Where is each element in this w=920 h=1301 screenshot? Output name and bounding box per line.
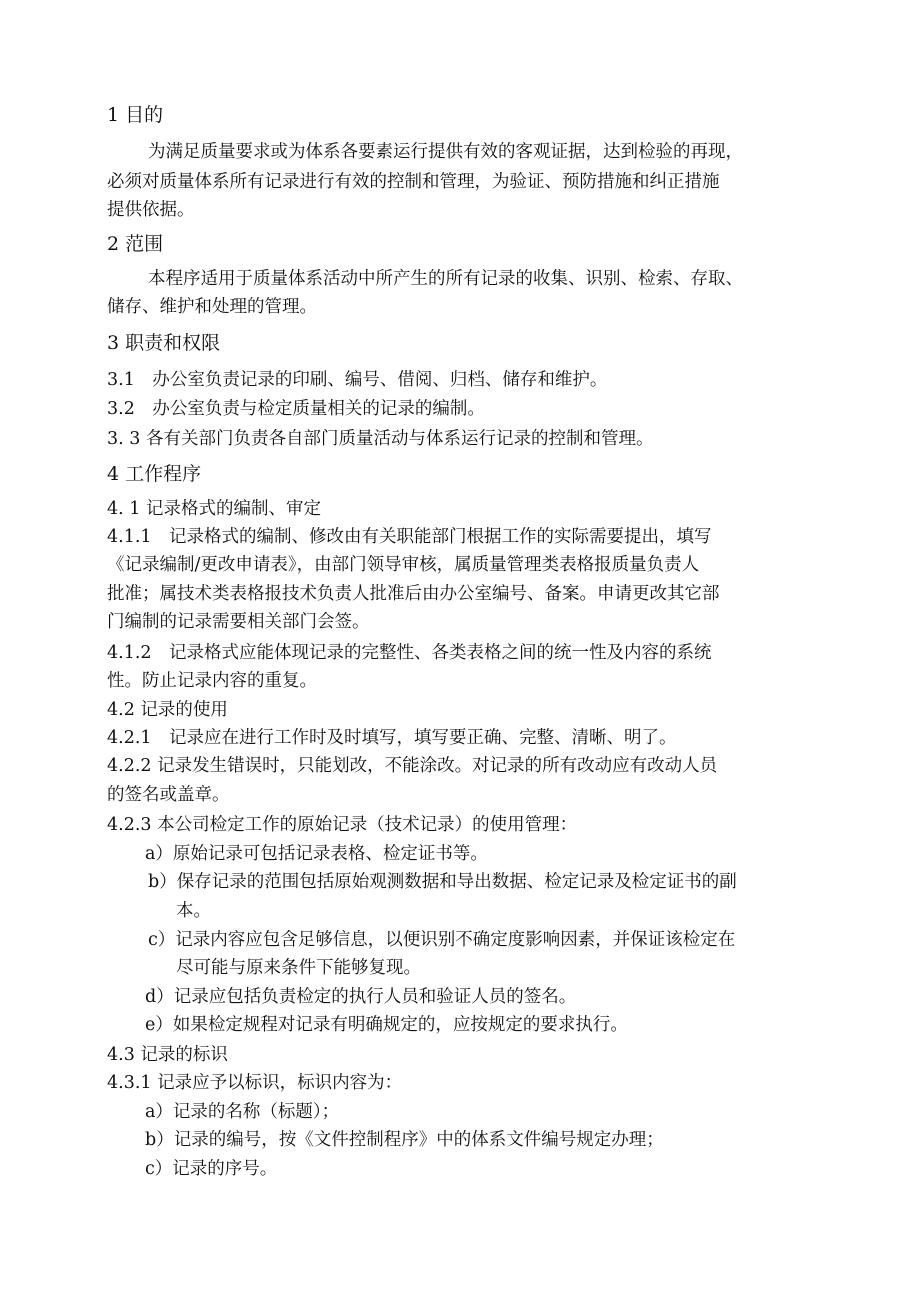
section-1-line-2: 必须对质量体系所有记录进行有效的控制和管理，为验证、预防措施和纠正措施 (107, 172, 720, 192)
section-4-line-22: a）记录的名称（标题）； (145, 1102, 340, 1122)
section-4-line-6: 4.1.2 记录格式应能体现记录的完整性、各类表格之间的统一性及内容的系统 (107, 643, 712, 663)
section-4-line-15: 本。 (176, 901, 211, 921)
section-4-line-1: 4. 1 记录格式的编制、审定 (107, 499, 321, 519)
section-4-line-4: 批准；属技术类表格报技术负责人批准后由办公室编号、备案。申请更改其它部 (107, 584, 720, 604)
section-4-line-12: 4.2.3 本公司检定工作的原始记录（技术记录）的使用管理： (107, 815, 578, 835)
section-3-line-1: 3.1 办公室负责记录的印刷、编号、借阅、归档、储存和维护。 (107, 370, 608, 390)
section-1-heading: 1 目的 (107, 104, 164, 126)
section-3-heading: 3 职责和权限 (107, 332, 221, 354)
section-4-line-14: b）保存记录的范围包括原始观测数据和导出数据、检定记录及检定证书的副 (148, 872, 737, 892)
section-4-line-2: 4.1.1 记录格式的编制、修改由有关职能部门根据工作的实际需要提出，填写 (107, 527, 712, 547)
section-4-heading: 4 工作程序 (107, 463, 202, 485)
section-2-line-2: 储存、维护和处理的管理。 (107, 297, 317, 317)
section-1-line-1: 为满足质量要求或为体系各要素运行提供有效的客观证据，达到检验的再现， (148, 142, 743, 162)
section-4-line-3: 《记录编制/更改申请表》，由部门领导审核，属质量管理类表格报质量负责人 (107, 555, 700, 575)
section-4-line-10: 4.2.2 记录发生错误时，只能划改，不能涂改。对记录的所有改动应有改动人员 (107, 756, 718, 776)
section-4-line-21: 4.3.1 记录应予以标识，标识内容为： (107, 1073, 403, 1093)
section-3-line-3: 3. 3 各有关部门负责各自部门质量活动与体系运行记录的控制和管理。 (107, 429, 654, 449)
section-2-heading: 2 范围 (107, 233, 164, 255)
section-4-line-9: 4.2.1 记录应在进行工作时及时填写，填写要正确、完整、清晰、明了。 (107, 728, 677, 748)
section-4-line-13: a）原始记录可包括记录表格、检定证书等。 (145, 844, 488, 864)
section-4-line-19: e）如果检定规程对记录有明确规定的，应按规定的要求执行。 (145, 1015, 628, 1035)
section-4-line-23: b）记录的编号，按《文件控制程序》中的体系文件编号规定办理； (145, 1130, 664, 1150)
section-4-line-17: 尽可能与原来条件下能够复现。 (176, 958, 421, 978)
section-4-line-5: 门编制的记录需要相关部门会签。 (107, 612, 370, 632)
section-4-line-7: 性。防止记录内容的重复。 (107, 671, 317, 691)
section-4-line-24: c）记录的序号。 (145, 1159, 278, 1179)
section-4-line-8: 4.2 记录的使用 (107, 700, 228, 720)
section-1-line-3: 提供依据。 (107, 200, 195, 220)
section-2-line-1: 本程序适用于质量体系活动中所产生的所有记录的收集、识别、检索、存取、 (148, 269, 743, 289)
section-3-line-2: 3.2 办公室负责与检定质量相关的记录的编制。 (107, 399, 485, 419)
section-4-line-20: 4.3 记录的标识 (107, 1045, 228, 1065)
section-4-line-18: d）记录应包括负责检定的执行人员和验证人员的签名。 (145, 987, 577, 1007)
section-4-line-11: 的签名或盖章。 (107, 785, 230, 805)
section-4-line-16: c）记录内容应包含足够信息，以便识别不确定度影响因素，并保证该检定在 (148, 930, 736, 950)
